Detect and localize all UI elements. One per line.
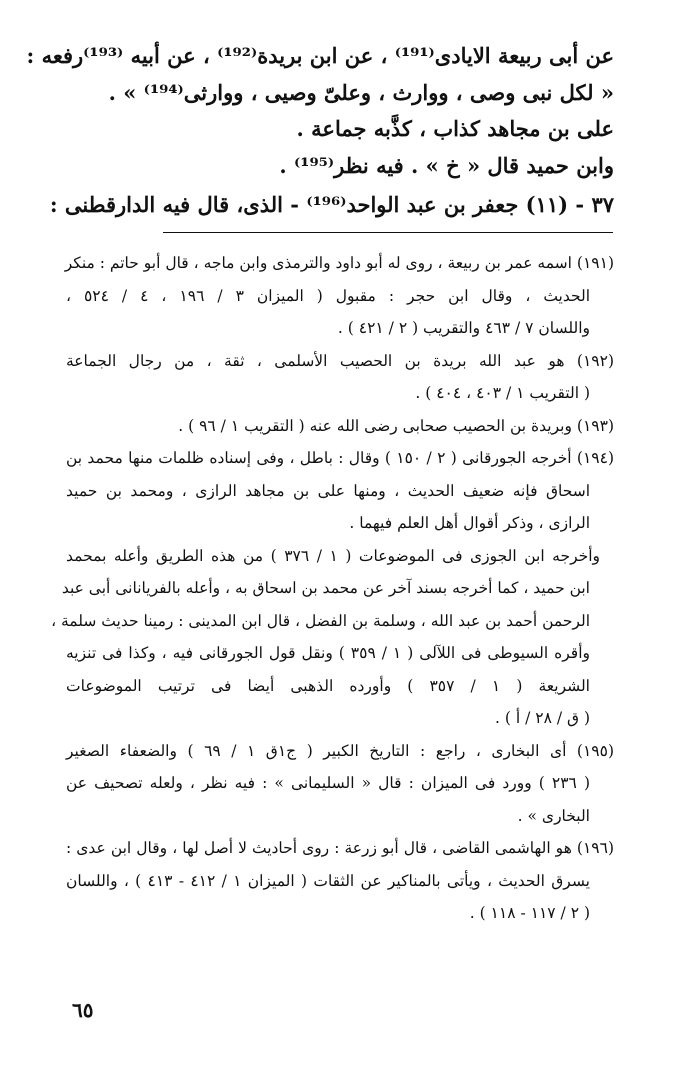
footnote-line: ابن حميد ، كما أخرجه بسند آخر عن محمد بن اسحاق به ، وأعله بالفريانانى أبى عبد (61, 579, 590, 597)
footnote-line: ( ٢٣٦ ) وورد فى الميزان : قال « السليمانى » : فيه نظر ، ولعله تصحيف عن (66, 774, 590, 792)
main-text (26, 38, 614, 224)
footnote-line: وأقره السيوطى فى اللآلى ( ١ / ٣٥٩ ) ونقل قول الجورقانى فيه ، وكذا فى تنزيه (66, 644, 590, 662)
main-text-line: عن أبى ربيعة الايادى⁽¹⁹¹⁾ ، عن ابن بريدة⁽¹⁹²⁾ ، عن أبيه ⁽¹⁹³⁾رفعه : (26, 43, 614, 68)
footnote-separator (163, 232, 613, 233)
footnote-line: (١٩٢) هو عبد الله بريدة بن الحصيب الأسلمى ، ثقة ، من رجال الجماعة (66, 351, 614, 370)
footnote-line: ( ٢ / ١١٧ - ١١٨ ) . (469, 904, 590, 922)
main-text-line: وابن حميد قال « خ » . فيه نظر⁽¹⁹⁵⁾ . (279, 152, 614, 178)
footnote-line: (١٩٦) هو الهاشمى القاضى ، قال أبو زرعة : روى أحاديث لا أصل لها ، وقال ابن عدى : (66, 839, 614, 857)
footnotes (51, 247, 615, 930)
page-number: ٦٥ (72, 998, 94, 1022)
footnote-line: ( ق / ٢٨ / أ ) . (495, 709, 590, 727)
footnote-line: (١٩٣) وبريدة بن الحصيب صحابى رضى الله عنه ( التقريب ١ / ٩٦ ) . (178, 416, 614, 435)
main-text-line: « لكل نبى وصى ، ووارث ، وعلىّ وصيى ، ووارثى⁽¹⁹⁴⁾ » . (108, 79, 614, 105)
footnote-line: البخارى » . (517, 806, 590, 825)
footnote-line: (١٩٤) أخرجه الجورقانى ( ٢ / ١٥٠ ) وقال : باطل ، وفى إسناده ظلمات منها محمد بن (66, 449, 615, 467)
footnote-line: واللسان ٧ / ٤٦٣ والتقريب ( ٢ / ٤٢١ ) . (337, 319, 590, 337)
footnote-line: الرازى ، وذكر أقوال أهل العلم فيهما . (349, 514, 590, 532)
footnote-line: يسرق الحديث ، ويأتى بالمناكير عن الثقات ( الميزان ١ / ٤١٢ - ٤١٣ ) ، واللسان (66, 871, 590, 890)
footnote-line: الحديث ، وقال ابن حجر : مقبول ( الميزان ٣ / ١٩٦ ، ٤ / ٥٢٤ ، (66, 286, 591, 305)
footnote-line: (١٩٥) أى البخارى ، راجع : التاريخ الكبير ( ج١ق ١ / ٦٩ ) والضعفاء الصغير (66, 741, 615, 760)
footnote-line: اسحاق فإنه ضعيف الحديث ، ومنها على بن مجاهد الرازى ، ومحمد بن حميد (66, 481, 590, 500)
main-text-line: على بن مجاهد كذاب ، كذَّبه جماعة . (296, 116, 614, 141)
footnote-line: وأخرجه ابن الجوزى فى الموضوعات ( ١ / ٣٧٦ ) من هذه الطريق وأعله بمحمد (66, 546, 601, 565)
footnote-line: ( التقريب ١ / ٤٠٣ ، ٤٠٤ ) . (415, 384, 590, 402)
footnote-line: الشريعة ( ١ / ٣٥٧ ) وأورده الذهبى أيضا فى ترتيب الموضوعات (66, 676, 590, 695)
entry-heading: ٣٧ - (١١) جعفر بن عبد الواحد⁽¹⁹⁶⁾ - الذى، قال فيه الدارقطنى : (49, 192, 614, 217)
footnote-line: (١٩١) اسمه عمر بن ربيعة ، روى له أبو داود والترمذى وابن ماجه ، قال أبو حاتم : منكر (64, 254, 614, 272)
footnote-line: الرحمن أحمد بن عبد الله ، وسلمة بن الفضل ، قال ابن المدينى : رمينا حديث سلمة ، (51, 611, 590, 630)
